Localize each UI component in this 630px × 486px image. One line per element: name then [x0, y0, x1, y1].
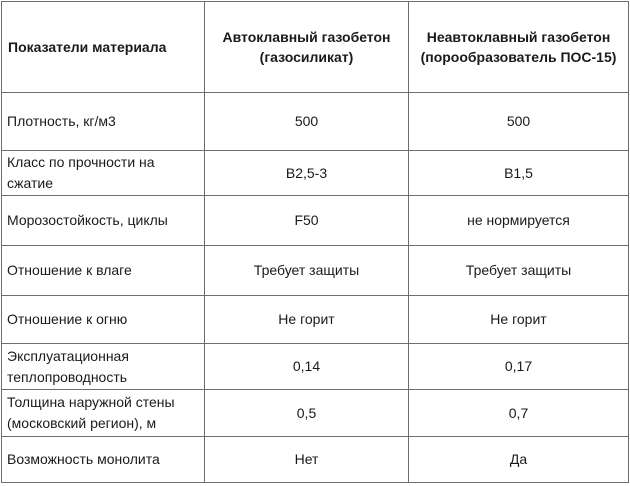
table-row	[2, 296, 629, 344]
table-row	[2, 196, 629, 246]
row-non-autoclave-value: В1,5	[409, 151, 629, 196]
table-row	[2, 246, 629, 296]
row-non-autoclave-value: Да	[409, 437, 629, 483]
row-property: Эксплуатационная теплопроводность	[2, 344, 205, 390]
table-header-row	[2, 2, 629, 93]
row-autoclave-value: 500	[205, 93, 409, 151]
row-non-autoclave-value: не нормируется	[409, 196, 629, 246]
row-property: Отношение к огню	[2, 296, 205, 344]
row-autoclave-value: 0,5	[205, 390, 409, 437]
table-row	[2, 344, 629, 390]
row-property: Возможность монолита	[2, 437, 205, 483]
row-non-autoclave-value: 0,17	[409, 344, 629, 390]
row-property: Морозостойкость, циклы	[2, 196, 205, 246]
row-autoclave-value: F50	[205, 196, 409, 246]
header-autoclave: Автоклавный газобетон (газосиликат)	[205, 2, 409, 93]
row-autoclave-value: Требует защиты	[205, 246, 409, 296]
row-autoclave-value: Не горит	[205, 296, 409, 344]
row-non-autoclave-value: 0,7	[409, 390, 629, 437]
row-property: Толщина наружной стены (московский регион), м	[2, 390, 205, 437]
row-property: Плотность, кг/м3	[2, 93, 205, 151]
row-autoclave-value: 0,14	[205, 344, 409, 390]
table-row	[2, 93, 629, 151]
header-non-autoclave: Неавтоклавный газобетон (порообразователь ПОС-15)	[409, 2, 629, 93]
row-non-autoclave-value: Требует защиты	[409, 246, 629, 296]
header-property: Показатели материала	[2, 2, 205, 93]
table-row	[2, 151, 629, 196]
table-row	[2, 390, 629, 437]
comparison-table	[1, 1, 629, 483]
table-row	[2, 437, 629, 483]
row-autoclave-value: В2,5-3	[205, 151, 409, 196]
row-property: Отношение к влаге	[2, 246, 205, 296]
row-non-autoclave-value: 500	[409, 93, 629, 151]
row-property: Класс по прочности на сжатие	[2, 151, 205, 196]
row-non-autoclave-value: Не горит	[409, 296, 629, 344]
row-autoclave-value: Нет	[205, 437, 409, 483]
